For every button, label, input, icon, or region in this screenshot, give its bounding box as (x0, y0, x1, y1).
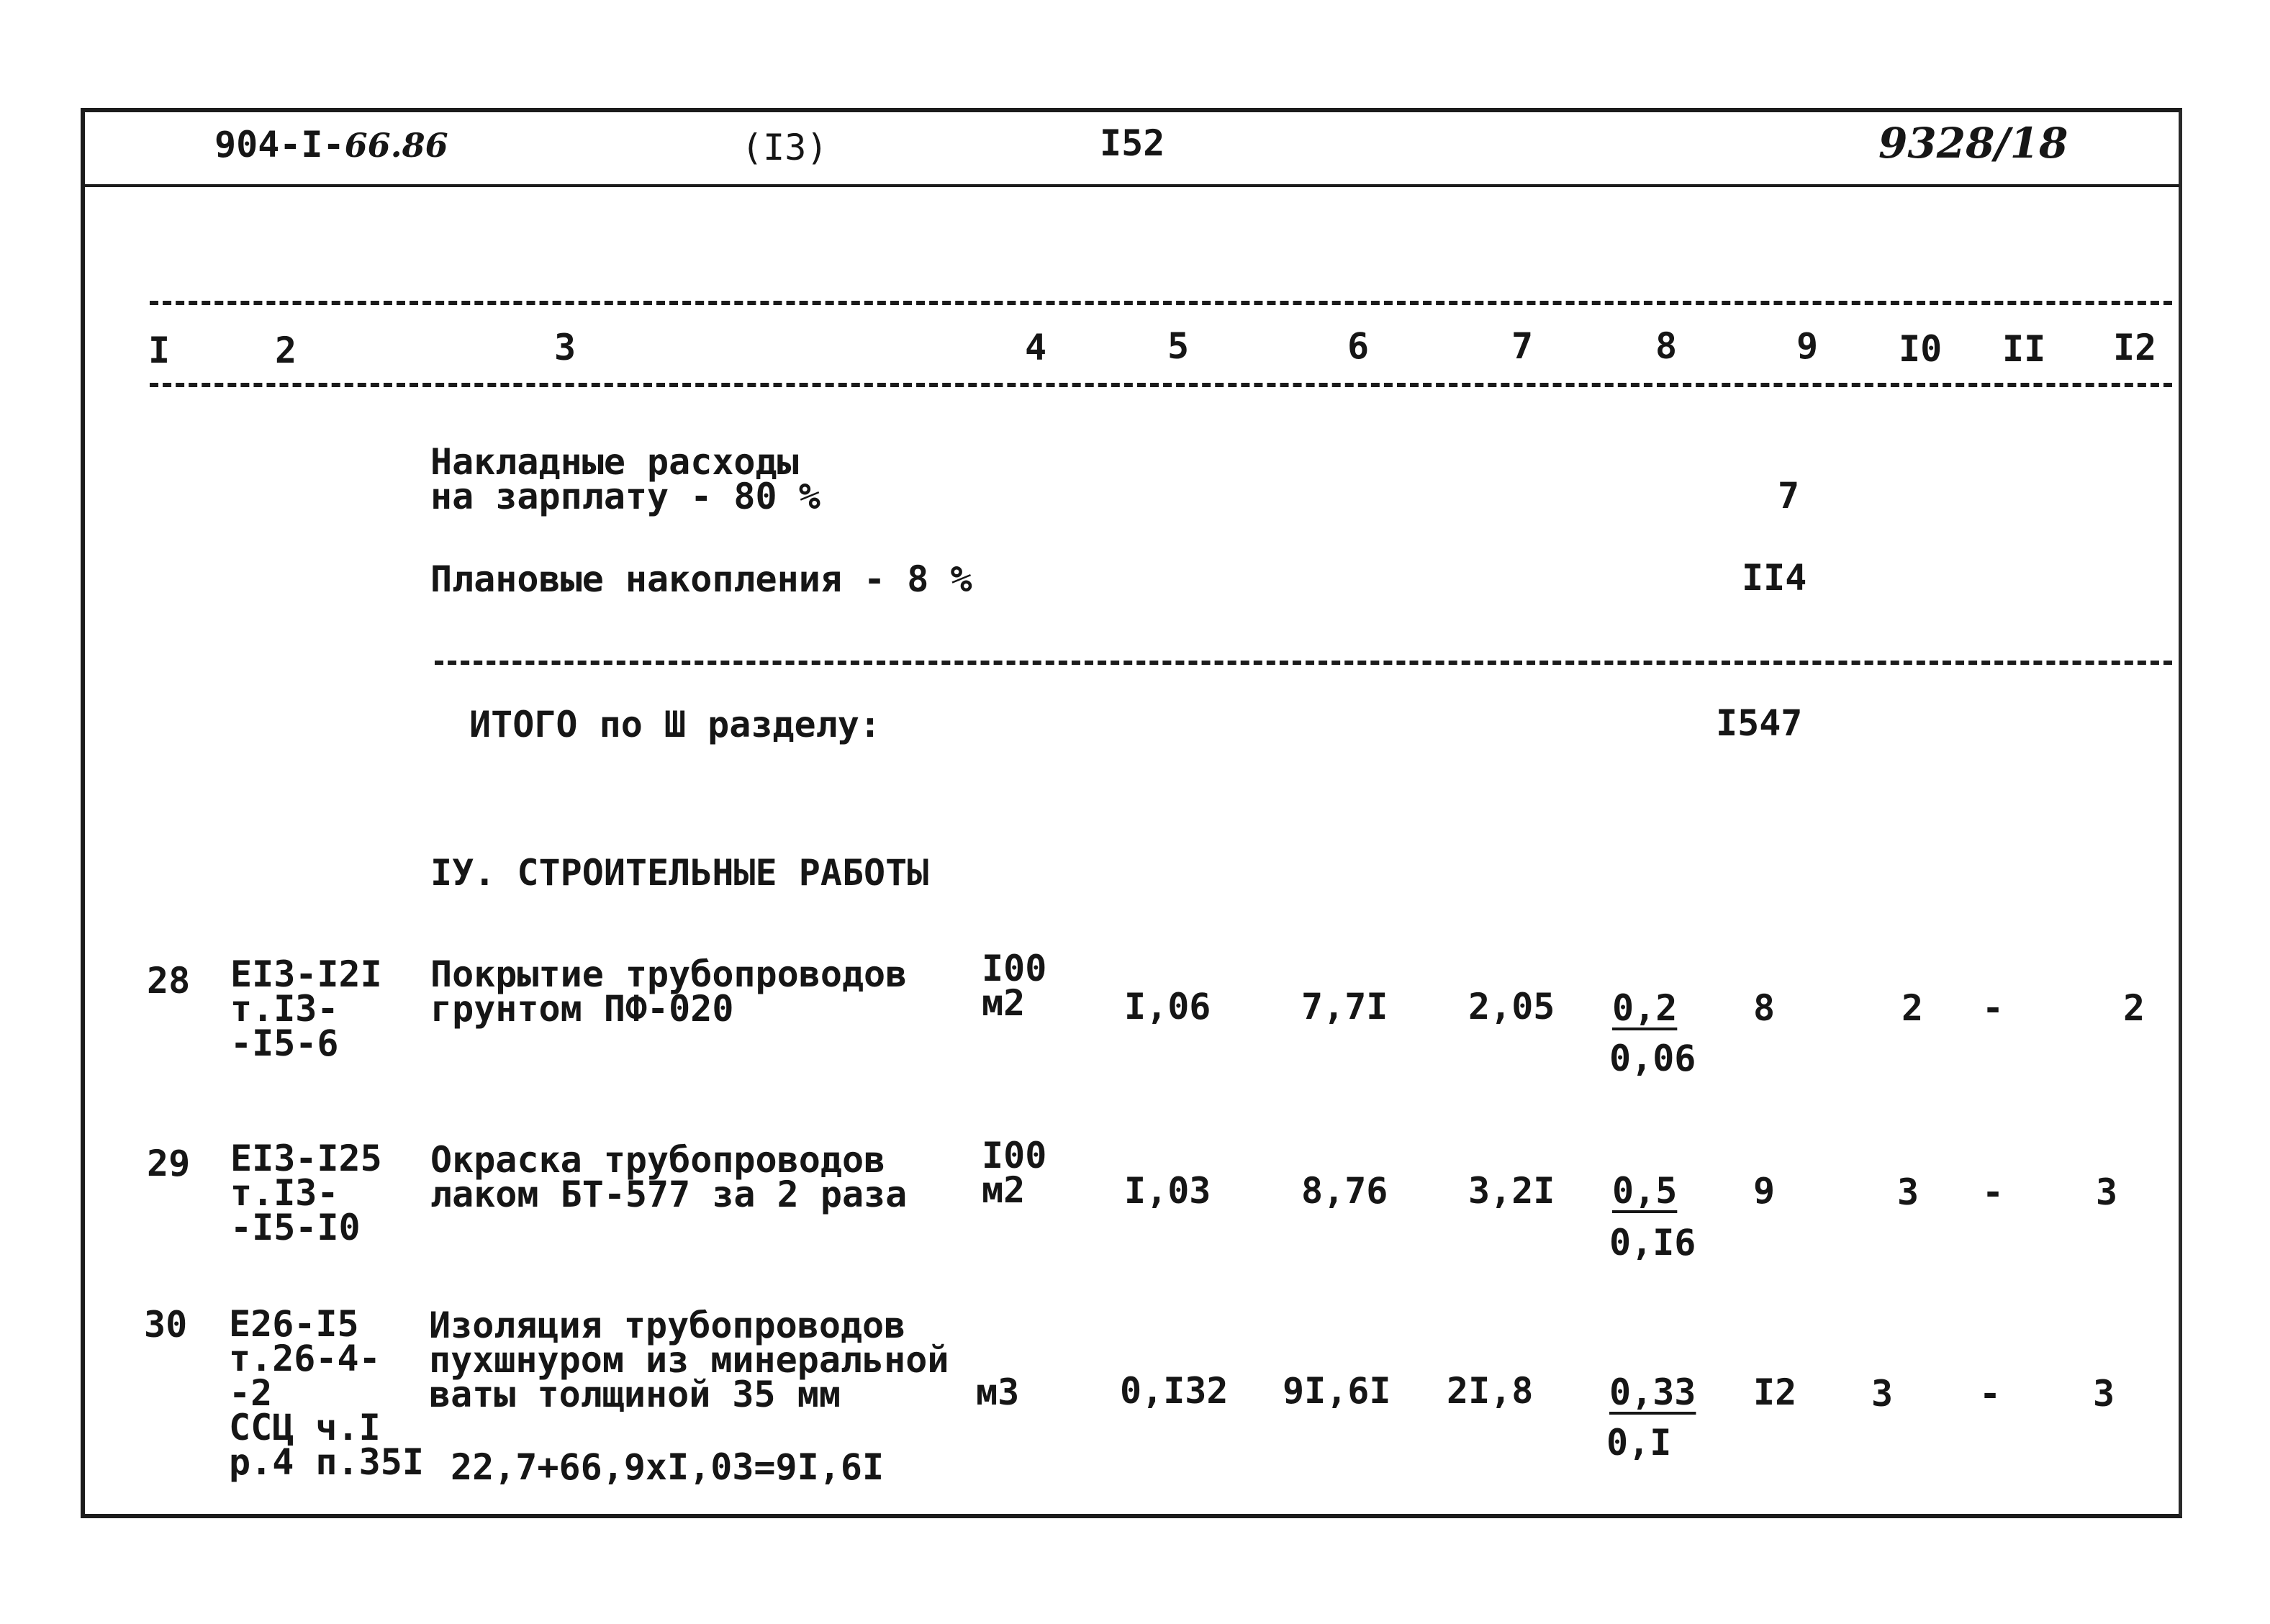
row-30-col12: 3 (2093, 1373, 2115, 1415)
column-number-4: 4 (1025, 327, 1047, 368)
column-number-12: I2 (2113, 327, 2157, 368)
row-29-wage: 3,2I (1468, 1170, 1555, 1212)
row-28-col11: - (1982, 987, 2004, 1029)
row-29-col10: 3 (1897, 1171, 1919, 1213)
row-29-rate-code: EI3-I25 т.I3- -I5-I0 (230, 1138, 382, 1248)
row-30-quantity: 0,I32 (1120, 1370, 1229, 1412)
row-28-col9: 8 (1753, 987, 1776, 1029)
row-28-col8-bottom: 0,06 (1609, 1038, 1696, 1079)
row-30-price-formula: 22,7+66,9xI,03=9I,6I (451, 1446, 885, 1488)
row-28-rate-code: EI3-I2I т.I3- -I5-6 (230, 953, 382, 1064)
row-30-number: 30 (144, 1304, 188, 1346)
row-28-number: 28 (147, 960, 191, 1002)
row-28-unit-price: 7,7I (1301, 986, 1388, 1028)
row-29-number: 29 (147, 1143, 191, 1184)
header-rule (85, 184, 2179, 187)
planned-savings-label: Плановые накопления - 8 % (430, 558, 972, 600)
row-29-col11: - (1982, 1171, 2004, 1213)
overhead-label: Накладные расходы на зарплату - 80 % (430, 441, 820, 517)
row-30-unit: м3 (976, 1371, 1020, 1413)
section-total-value: I547 (1716, 702, 1803, 744)
row-30-description: Изоляция трубопроводов пухшнуром из минеральной ваты толщиной 35 мм (429, 1305, 949, 1415)
row-29-unit-price: 8,76 (1301, 1170, 1388, 1212)
column-number-3: 3 (554, 327, 576, 368)
subtotal-rule (435, 661, 2172, 665)
row-28-unit: I00 м2 (982, 948, 1047, 1024)
row-29-description: Окраска трубопроводов лаком БТ-577 за 2 раза (430, 1139, 908, 1215)
column-number-9: 9 (1796, 325, 1819, 367)
row-28-col12: 2 (2123, 987, 2145, 1029)
row-29-col12: 3 (2096, 1171, 2118, 1213)
row-28-col10: 2 (1902, 987, 1924, 1029)
sheet-number: (I3) (741, 127, 828, 168)
row-29-col9: 9 (1753, 1170, 1776, 1212)
row-30-wage: 2I,8 (1447, 1370, 1534, 1412)
row-30-col9: I2 (1753, 1371, 1797, 1413)
row-28-quantity: I,06 (1124, 986, 1211, 1028)
row-29-unit: I00 м2 (982, 1135, 1047, 1211)
planned-savings-value: II4 (1742, 557, 1807, 599)
row-30-col8-bottom: 0,I (1606, 1422, 1672, 1464)
row-30-rate-code: E26-I5 т.26-4- -2 ССЦ ч.I р.4 п.35I (229, 1303, 424, 1483)
column-number-11: II (2002, 328, 2046, 370)
row-28-col8-top: 0,2 (1612, 987, 1678, 1029)
row-28-description: Покрытие трубопроводов грунтом ПФ-020 (430, 953, 908, 1030)
column-number-6: 6 (1347, 325, 1370, 367)
column-number-1: I (148, 330, 171, 371)
section-total-label: ИТОГО по Ш разделу: (469, 704, 881, 745)
column-header-top-rule (150, 301, 2172, 305)
column-number-5: 5 (1167, 325, 1190, 367)
row-29-quantity: I,03 (1124, 1170, 1211, 1212)
row-28-wage: 2,05 (1468, 986, 1555, 1028)
column-number-10: I0 (1899, 328, 1943, 370)
row-29-col8-bottom: 0,I6 (1609, 1222, 1696, 1264)
doc-code: 904-I-66.86 (214, 124, 448, 165)
overhead-value: 7 (1778, 475, 1800, 517)
section-title: IУ. СТРОИТЕЛЬНЫЕ РАБОТЫ (430, 852, 929, 894)
row-30-col11: - (1979, 1373, 2002, 1415)
row-30-unit-price: 9I,6I (1283, 1370, 1391, 1412)
inventory-number: 9328/18 (1878, 119, 2068, 168)
column-number-2: 2 (275, 330, 297, 371)
row-30-col8-top: 0,33 (1609, 1371, 1696, 1413)
page-number: I52 (1100, 122, 1165, 164)
column-header-bottom-rule (150, 383, 2172, 387)
column-number-8: 8 (1655, 325, 1678, 367)
row-29-col8-top: 0,5 (1612, 1170, 1678, 1212)
row-30-col10: 3 (1871, 1373, 1894, 1415)
column-number-7: 7 (1511, 325, 1534, 367)
